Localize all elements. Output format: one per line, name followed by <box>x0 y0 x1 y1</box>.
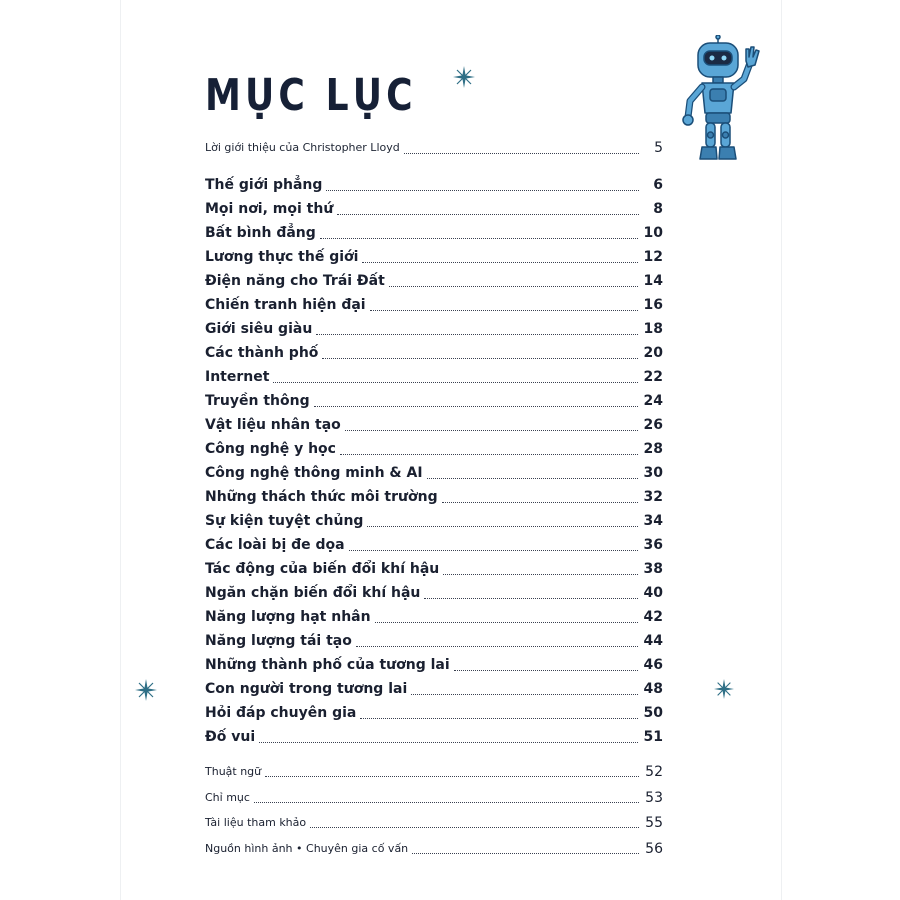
page-title: MỤC LỤC <box>205 70 417 121</box>
toc-entry-label: Công nghệ y học <box>205 441 336 457</box>
toc-entry-page: 30 <box>643 465 663 481</box>
toc-entry <box>205 439 663 459</box>
toc-entry-label: Hỏi đáp chuyên gia <box>205 705 357 721</box>
dot-leader <box>367 525 637 527</box>
dot-leader <box>375 621 638 623</box>
toc-entry-label: Những thách thức môi trường <box>205 489 438 505</box>
toc-entry-label: Bất bình đẳng <box>205 225 316 241</box>
toc-entry <box>205 583 663 603</box>
robot-icon <box>680 35 775 175</box>
dot-leader <box>337 213 639 215</box>
toc-entry <box>205 607 663 627</box>
toc-entry-label: Chiến tranh hiện đại <box>205 297 366 313</box>
toc-entry-label: Truyền thông <box>205 393 310 409</box>
toc-entry-page: 36 <box>643 537 663 553</box>
toc-entry-label: Con người trong tương lai <box>205 681 408 697</box>
sparkle-icon <box>453 66 475 88</box>
toc-entry-label: Thế giới phẳng <box>205 177 323 193</box>
dot-leader <box>316 333 637 335</box>
toc-entry-label: Lời giới thiệu của Christopher Lloyd <box>205 141 400 154</box>
dot-leader <box>356 645 638 647</box>
toc-entry-page: 22 <box>643 369 663 385</box>
dot-leader <box>259 741 637 743</box>
toc-entry-page: 51 <box>643 729 663 745</box>
toc-entry <box>205 391 663 411</box>
toc-entry <box>205 679 663 699</box>
toc-entry <box>205 655 663 675</box>
toc-entry-page: 48 <box>643 681 663 697</box>
toc-entry-label: Những thành phố của tương lai <box>205 657 450 673</box>
toc-entry-page: 42 <box>643 609 663 625</box>
toc-entry-page: 52 <box>645 764 663 780</box>
toc-entry-label: Công nghệ thông minh & AI <box>205 465 423 481</box>
toc-entry-page: 56 <box>645 841 663 857</box>
toc-entry <box>205 559 663 579</box>
dot-leader <box>349 549 638 551</box>
toc-entry-page: 6 <box>653 177 663 193</box>
toc-entry-label: Giới siêu giàu <box>205 321 313 337</box>
toc-entry <box>205 247 663 267</box>
dot-leader <box>310 826 639 828</box>
toc-entry <box>205 487 663 507</box>
toc-entry <box>205 763 663 781</box>
dot-leader <box>412 852 639 854</box>
toc-entry <box>205 343 663 363</box>
toc-entry-page: 44 <box>643 633 663 649</box>
toc-entry <box>205 199 663 219</box>
toc-entry-page: 34 <box>643 513 663 529</box>
dot-leader <box>360 717 637 719</box>
dot-leader <box>362 261 637 263</box>
toc-entry-label: Lương thực thế giới <box>205 249 359 265</box>
dot-leader <box>424 597 637 599</box>
sparkle-icon <box>714 679 734 699</box>
toc-entry <box>205 223 663 243</box>
toc-entry-page: 18 <box>643 321 663 337</box>
toc-entry <box>205 175 663 195</box>
toc-entry <box>205 295 663 315</box>
toc-entry-label: Nguồn hình ảnh • Chuyên gia cố vấn <box>205 842 409 855</box>
toc-entry-page: 28 <box>643 441 663 457</box>
toc-entry-page: 55 <box>645 815 663 831</box>
dot-leader <box>340 453 638 455</box>
toc-entry-page: 12 <box>643 249 663 265</box>
toc-entry-page: 14 <box>643 273 663 289</box>
toc-entry-page: 20 <box>643 345 663 361</box>
toc-entry <box>205 463 663 483</box>
dot-leader <box>443 573 637 575</box>
toc-entry-label: Internet <box>205 369 270 385</box>
toc-entry <box>205 415 663 435</box>
toc-entry-page: 46 <box>643 657 663 673</box>
dot-leader <box>345 429 638 431</box>
dot-leader <box>427 477 638 479</box>
dot-leader <box>442 501 638 503</box>
toc-entry <box>205 727 663 747</box>
toc-entry <box>205 703 663 723</box>
dot-leader <box>404 152 639 154</box>
toc-entry-label: Thuật ngữ <box>205 765 262 778</box>
toc-entry-page: 40 <box>643 585 663 601</box>
dot-leader <box>273 381 637 383</box>
dot-leader <box>265 775 639 777</box>
toc-entry <box>205 840 663 858</box>
dot-leader <box>389 285 638 287</box>
toc-entry-label: Ngăn chặn biến đổi khí hậu <box>205 585 421 601</box>
toc-entry-label: Điện năng cho Trái Đất <box>205 273 385 289</box>
toc-entry-page: 50 <box>643 705 663 721</box>
toc-entry <box>205 814 663 832</box>
dot-leader <box>320 237 638 239</box>
toc-entry-label: Tài liệu tham khảo <box>205 816 307 829</box>
toc-entry <box>205 789 663 807</box>
toc-entry-page: 53 <box>645 790 663 806</box>
toc-entry-page: 5 <box>654 140 663 156</box>
toc-entry <box>205 511 663 531</box>
toc-entry <box>205 138 663 158</box>
toc-entry <box>205 319 663 339</box>
toc-entry-page: 38 <box>643 561 663 577</box>
toc-entry-label: Các thành phố <box>205 345 319 361</box>
dot-leader <box>411 693 637 695</box>
toc-entry-page: 8 <box>653 201 663 217</box>
dot-leader <box>326 189 639 191</box>
dot-leader <box>314 405 638 407</box>
toc-entry-label: Năng lượng hạt nhân <box>205 609 371 625</box>
toc-entry-page: 24 <box>643 393 663 409</box>
toc-entry-page: 16 <box>643 297 663 313</box>
dot-leader <box>254 801 639 803</box>
toc-entry-label: Năng lượng tái tạo <box>205 633 352 649</box>
toc-entry-label: Đố vui <box>205 729 256 745</box>
sparkle-icon <box>135 679 157 701</box>
toc-entry-label: Sự kiện tuyệt chủng <box>205 513 364 529</box>
toc-entry-page: 32 <box>643 489 663 505</box>
toc-entry <box>205 367 663 387</box>
toc-entry-label: Chỉ mục <box>205 791 250 804</box>
dot-leader <box>322 357 637 359</box>
dot-leader <box>454 669 638 671</box>
toc-entry-label: Mọi nơi, mọi thứ <box>205 201 334 217</box>
toc-entry <box>205 535 663 555</box>
toc-entry-page: 10 <box>643 225 663 241</box>
dot-leader <box>370 309 638 311</box>
toc-entry-label: Tác động của biến đổi khí hậu <box>205 561 440 577</box>
toc-entry-label: Các loài bị đe dọa <box>205 537 345 553</box>
toc-entry <box>205 631 663 651</box>
toc-entry-page: 26 <box>643 417 663 433</box>
toc-entry-label: Vật liệu nhân tạo <box>205 417 341 433</box>
toc-entry <box>205 271 663 291</box>
